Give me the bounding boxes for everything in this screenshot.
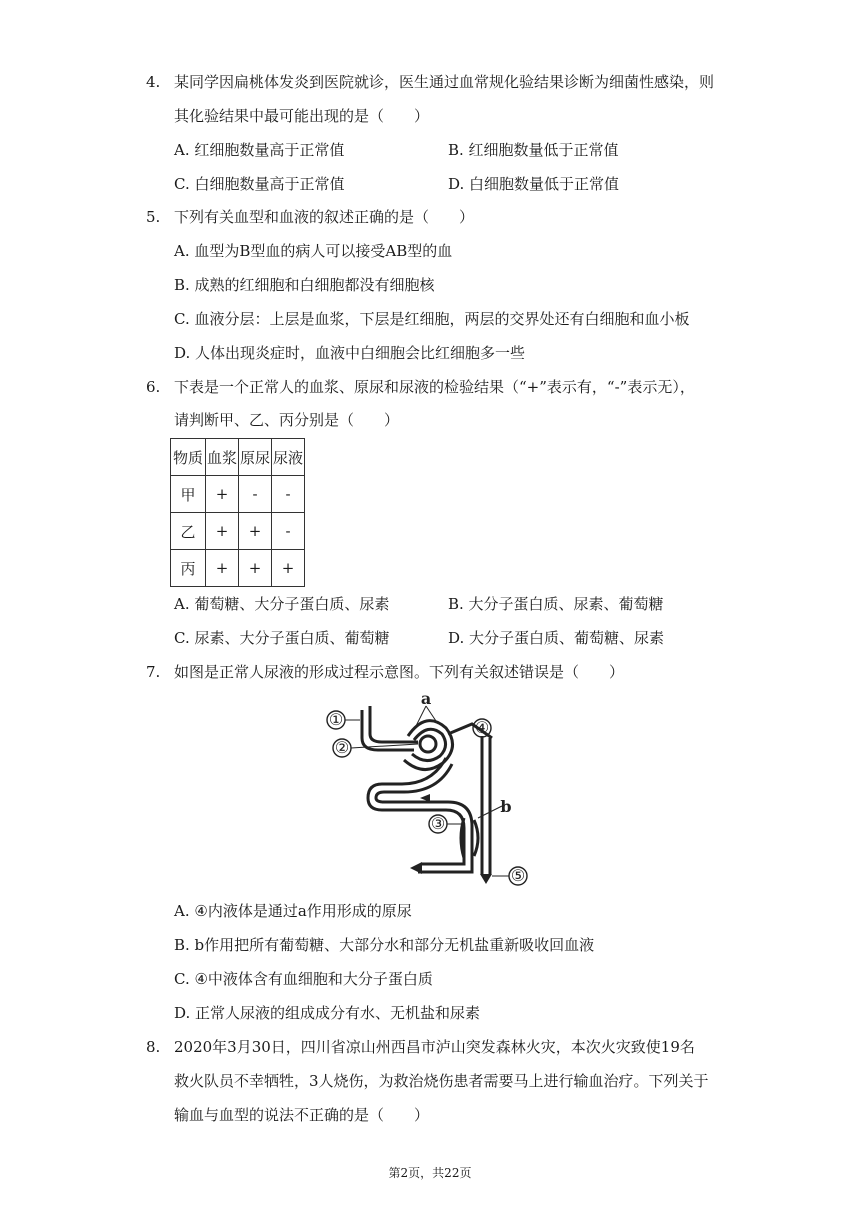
table-header-cell: 血浆 — [206, 439, 239, 476]
option-b: B. 红细胞数量低于正常值 — [448, 141, 619, 159]
option-d: D. 白细胞数量低于正常值 — [448, 175, 620, 193]
table-row — [171, 550, 305, 587]
question-stem-line: 某同学因扁桃体发炎到医院就诊，医生通过血常规化验结果诊断为细菌性感染，则 — [174, 73, 715, 91]
table-cell: - — [272, 513, 305, 550]
question-number: 8. — [146, 1038, 161, 1056]
table-header-cell: 尿液 — [272, 439, 305, 476]
nephron-diagram — [322, 688, 540, 888]
option-c: C. 尿素、大分子蛋白质、葡萄糖 — [174, 629, 390, 647]
table-header-row — [171, 439, 305, 476]
option-d: D. 大分子蛋白质、葡萄糖、尿素 — [448, 629, 665, 647]
option-a: A. ④内液体是通过a作用形成的原尿 — [174, 902, 412, 920]
question-number: 7. — [146, 663, 161, 681]
table-header-cell: 物质 — [171, 439, 206, 476]
question-stem-line: 输血与血型的说法不正确的是（ ） — [174, 1106, 430, 1124]
diagram-label-a: a — [420, 689, 432, 708]
diagram-label-3: ③ — [430, 814, 446, 833]
table-cell: - — [272, 476, 305, 513]
question-stem-line: 2020年3月30日，四川省凉山州西昌市泸山突发森林火灾，本次火灾致使19名 — [174, 1038, 695, 1056]
diagram-label-b: b — [500, 797, 512, 816]
option-d: D. 人体出现炎症时，血液中白细胞会比红细胞多一些 — [174, 344, 526, 362]
table-cell: + — [239, 513, 272, 550]
diagram-label-2: ② — [334, 738, 350, 757]
option-a: A. 葡萄糖、大分子蛋白质、尿素 — [174, 595, 390, 613]
option-c: C. 白细胞数量高于正常值 — [174, 175, 345, 193]
table-row — [171, 513, 305, 550]
option-b: B. 大分子蛋白质、尿素、葡萄糖 — [448, 595, 664, 613]
table-cell: + — [206, 550, 239, 587]
question-stem-line: 下表是一个正常人的血浆、原尿和尿液的检验结果（“+”表示有，“-”表示无）， — [174, 378, 695, 396]
option-c: C. ④中液体含有血细胞和大分子蛋白质 — [174, 970, 433, 988]
diagram-label-5: ⑤ — [510, 866, 526, 885]
table-header-cell: 原尿 — [239, 439, 272, 476]
option-a: A. 血型为B型血的病人可以接受AB型的血 — [174, 242, 453, 260]
question-number: 5. — [146, 208, 161, 226]
table-cell: + — [206, 513, 239, 550]
diagram-label-1: ① — [328, 710, 344, 729]
test-result-table — [170, 438, 305, 587]
table-cell: + — [206, 476, 239, 513]
table-cell: + — [239, 550, 272, 587]
question-stem-line: 请判断甲、乙、丙分别是（ ） — [174, 411, 400, 429]
table-row — [171, 476, 305, 513]
page-footer: 第2页，共22页 — [388, 1166, 472, 1180]
table-cell: 乙 — [171, 513, 206, 550]
table-cell: 甲 — [171, 476, 206, 513]
table-cell: - — [239, 476, 272, 513]
question-stem-line: 下列有关血型和血液的叙述正确的是（ ） — [174, 208, 475, 226]
table-cell: 丙 — [171, 550, 206, 587]
option-d: D. 正常人尿液的组成成分有水、无机盐和尿素 — [174, 1004, 481, 1022]
diagram-label-4: ④ — [474, 718, 490, 737]
option-b: B. 成熟的红细胞和白细胞都没有细胞核 — [174, 276, 435, 294]
question-stem-line: 如图是正常人尿液的形成过程示意图。下列有关叙述错误是（ ） — [174, 663, 625, 681]
question-stem-line: 救火队员不幸牺牲，3人烧伤，为救治烧伤患者需要马上进行输血治疗。下列关于 — [174, 1072, 709, 1090]
question-stem-line: 其化验结果中最可能出现的是（ ） — [174, 107, 430, 125]
question-number: 6. — [146, 378, 161, 396]
option-b: B. b作用把所有葡萄糖、大部分水和部分无机盐重新吸收回血液 — [174, 936, 595, 954]
table-cell: + — [272, 550, 305, 587]
option-a: A. 红细胞数量高于正常值 — [174, 141, 345, 159]
question-number: 4. — [146, 73, 161, 91]
option-c: C. 血液分层：上层是血浆，下层是红细胞，两层的交界处还有白细胞和血小板 — [174, 310, 690, 328]
